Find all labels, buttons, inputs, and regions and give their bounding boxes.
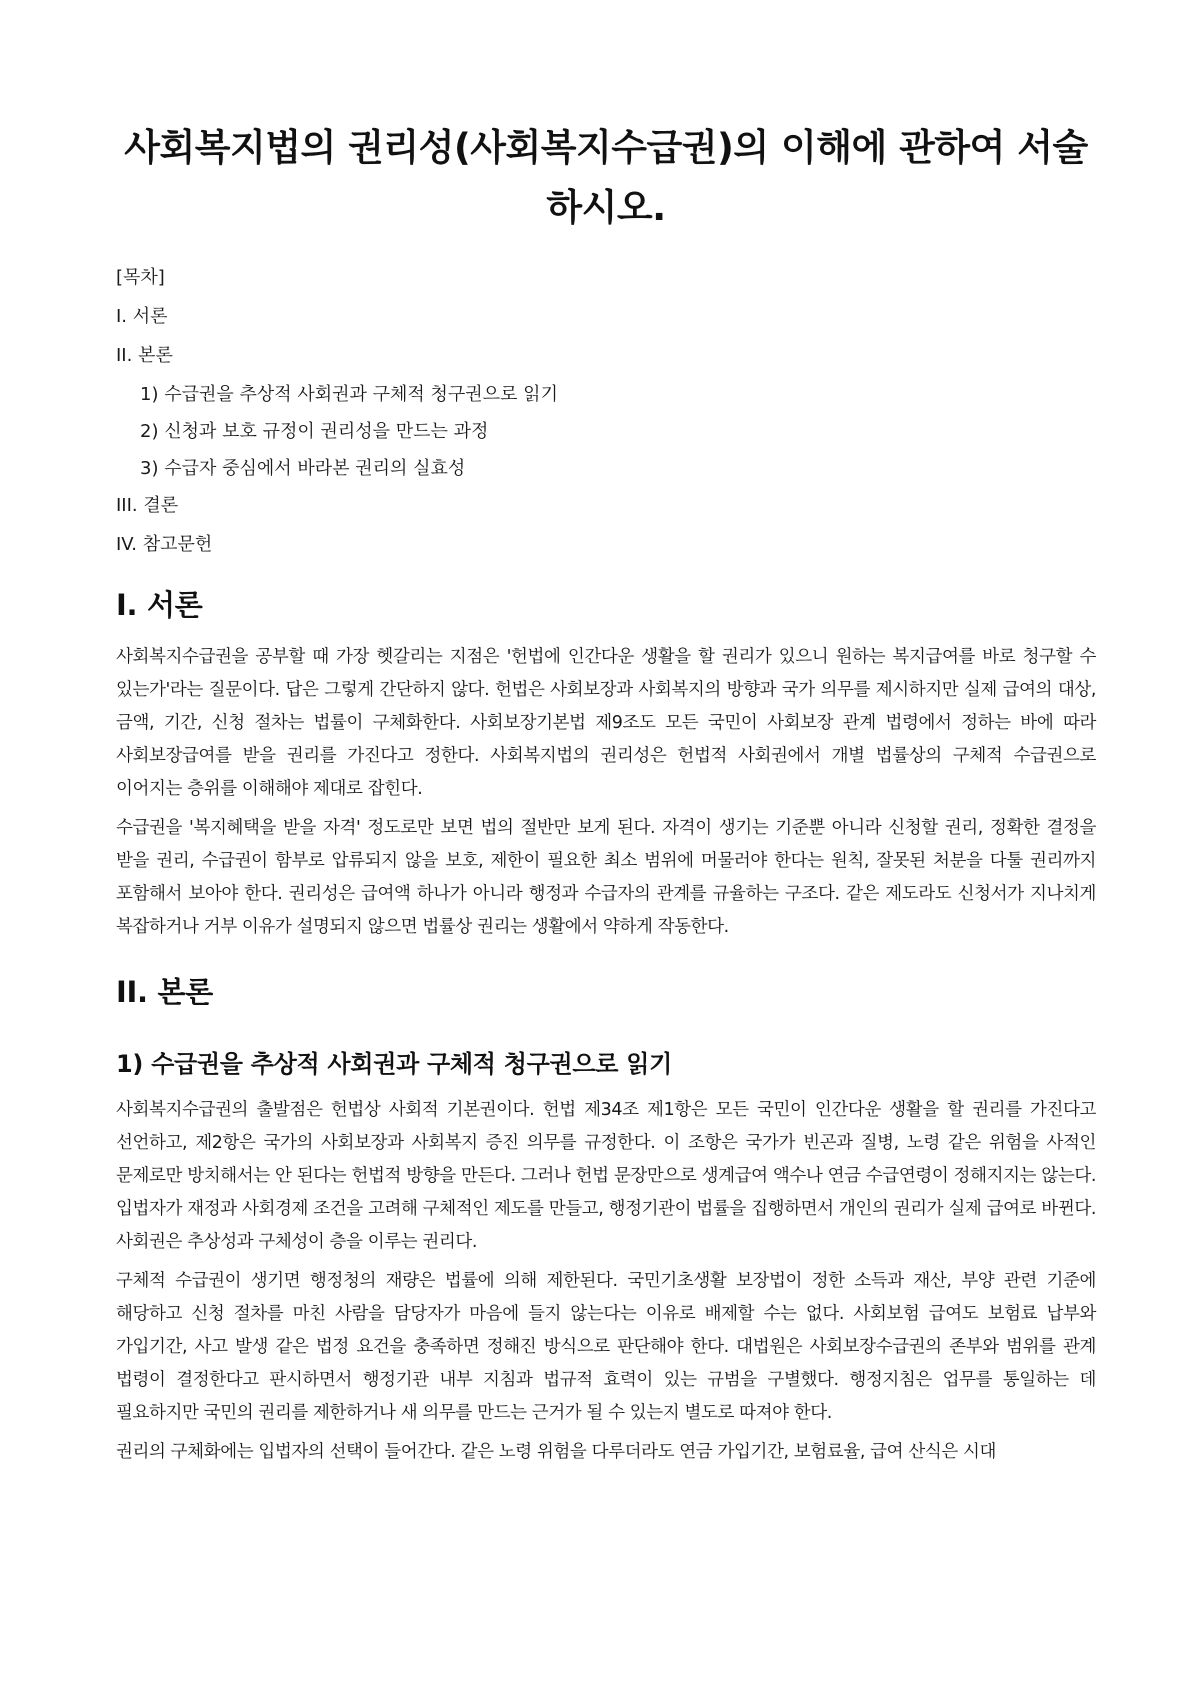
toc-item-body-2: 2) 신청과 보호 규정이 권리성을 만드는 과정: [140, 421, 489, 442]
subsection-heading-1: 1) 수급권을 추상적 사회권과 구체적 청구권으로 읽기: [116, 1050, 672, 1078]
body-paragraph-3: 권리의 구체화에는 입법자의 선택이 들어간다. 같은 노령 위험을 다루더라도 연금 가입기간, 보험료율, 급여 산식은 시대: [116, 1442, 997, 1462]
subsection-1: [116, 1048, 1096, 1469]
intro-paragraph-1: 사회복지수급권을 공부할 때 가장 헷갈리는 지점은 '헌법에 인간다운 생활을 할 권리가 있으니 원하는 복지급여를 바로 청구할 수 있는가'라는 질문이다. 답은 그렇게 간단하지 않다. 헌법은 사회보장과 사회복지의 방향과 국가 의무를 제시하지만 실제 급여의 대상, 금액, 기간, 신청 절차는 법률이 구체화한다. 사회보장기본법 제9조도 모든 국민이 사회보장 관계 법령에서 정하는 바에 따라 사회보장급여를 받을 권리를 가진다고 정한다. 사회복지법의 권리성은 헌법적 사회권에서 개별 법률상의 구체적 수급권으로 이어지는 층위를 이해해야 제대로 잡힌다.: [116, 647, 1096, 799]
section-introduction: [116, 587, 1096, 944]
section-heading-body: II. 본론: [116, 975, 213, 1009]
body-paragraph-1: 사회복지수급권의 출발점은 헌법상 사회적 기본권이다. 헌법 제34조 제1항은 모든 국민이 인간다운 생활을 할 권리를 가진다고 선언하고, 제2항은 국가의 사회보장과 사회복지 증진 의무를 규정한다. 이 조항은 국가가 빈곤과 질병, 노령 같은 위험을 사적인 문제로만 방치해서는 안 된다는 헌법적 방향을 만든다. 그러나 헌법 문장만으로 생계급여 액수나 연금 수급연령이 정해지지는 않는다. 입법자가 재정과 사회경제 조건을 고려해 구체적인 제도를 만들고, 행정기관이 법률을 집행하면서 개인의 권리가 실제 급여로 바뀐다. 사회권은 추상성과 구체성이 층을 이루는 권리다.: [116, 1100, 1096, 1252]
toc-item-body-1: 1) 수급권을 추상적 사회권과 구체적 청구권으로 읽기: [140, 384, 558, 405]
toc-item-body-3: 3) 수급자 중심에서 바라본 권리의 실효성: [140, 458, 466, 479]
section-heading-introduction: I. 서론: [116, 588, 203, 622]
body-paragraph-2: 구체적 수급권이 생기면 행정청의 재량은 법률에 의해 제한된다. 국민기초생활 보장법이 정한 소득과 재산, 부양 관련 기준에 해당하고 신청 절차를 마친 사람을 담당자가 마음에 들지 않는다는 이유로 배제할 수는 없다. 사회보험 급여도 보험료 납부와 가입기간, 사고 발생 같은 법정 요건을 충족하면 정해진 방식으로 판단해야 한다. 대법원은 사회보장수급권의 존부와 범위를 관계 법령이 결정한다고 판시하면서 행정기관 내부 지침과 법규적 효력이 있는 규범을 구별했다. 행정지침은 업무를 통일하는 데 필요하지만 국민의 권리를 제한하거나 새 의무를 만드는 근거가 될 수 있는지 별도로 따져야 한다.: [116, 1271, 1096, 1423]
toc-item-conclusion: III. 결론: [116, 495, 179, 516]
document-title: 사회복지법의 권리성(사회복지수급권)의 이해에 관하여 서술하시오.: [124, 126, 1088, 229]
intro-paragraph-2: 수급권을 '복지혜택을 받을 자격' 정도로만 보면 법의 절반만 보게 된다. 자격이 생기는 기준뿐 아니라 신청할 권리, 정확한 결정을 받을 권리, 수급권이 함부로 압류되지 않을 보호, 제한이 필요한 최소 범위에 머물러야 한다는 원칙, 잘못된 처분을 다툴 권리까지 포함해서 보아야 한다. 권리성은 급여액 하나가 아니라 행정과 수급자의 관계를 규율하는 구조다. 같은 제도라도 신청서가 지나치게 복잡하거나 거부 이유가 설명되지 않으면 법률상 권리는 생활에서 약하게 작동한다.: [116, 818, 1096, 937]
toc-header: [목차]: [116, 267, 165, 288]
section-body: [116, 974, 1096, 1469]
toc-item-references: IV. 참고문헌: [116, 534, 213, 555]
toc-item-body: II. 본론: [116, 345, 173, 366]
toc-item-introduction: I. 서론: [116, 306, 168, 327]
table-of-contents: [116, 266, 1096, 557]
